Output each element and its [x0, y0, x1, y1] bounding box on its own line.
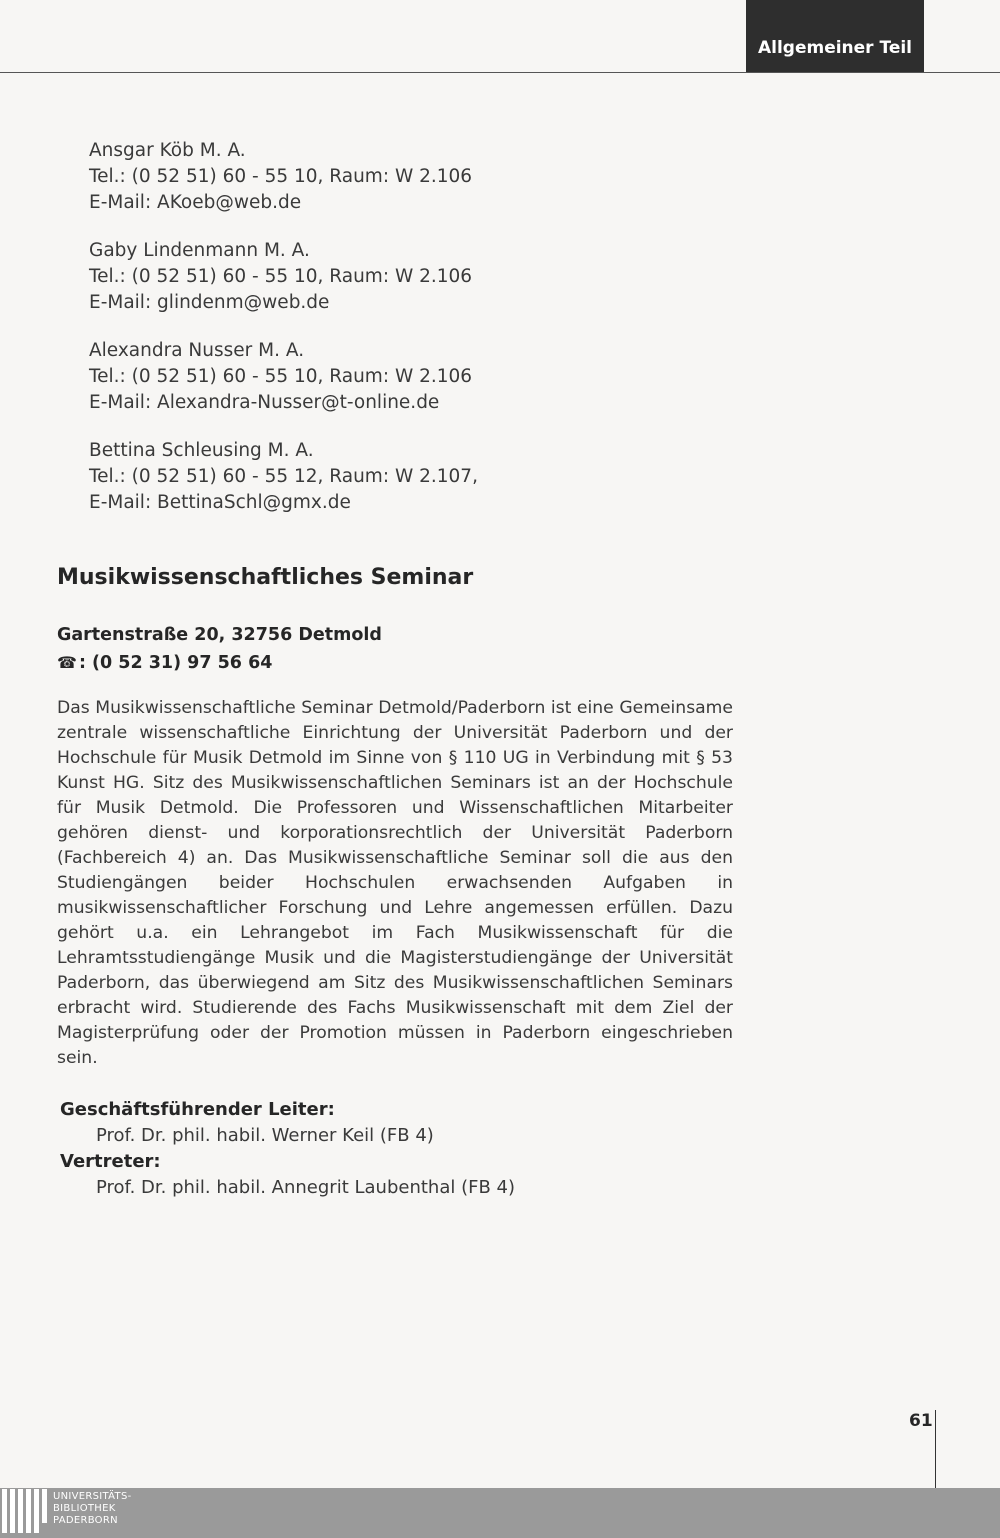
contact-tel: Tel.: (0 52 51) 60 - 55 10, Raum: W 2.106 — [89, 166, 473, 187]
contact-tel: Tel.: (0 52 51) 60 - 55 10, Raum: W 2.106 — [89, 266, 473, 287]
library-footer — [0, 1488, 1000, 1538]
address-block — [57, 622, 382, 677]
contact-email: E-Mail: BettinaSchl@gmx.de — [89, 492, 351, 513]
contact-email: E-Mail: Alexandra-Nusser@t-online.de — [89, 392, 440, 413]
library-name — [53, 1491, 132, 1527]
library-logo-icon — [0, 1489, 48, 1537]
contact-email: E-Mail: glindenm@web.de — [89, 292, 330, 313]
leader-label: Geschäftsführender Leiter: — [60, 1099, 335, 1120]
section-title: Musikwissenschaftliches Seminar — [57, 565, 474, 590]
contact-tel: Tel.: (0 52 51) 60 - 55 12, Raum: W 2.107, — [89, 466, 478, 487]
contact-entry — [89, 138, 478, 216]
section-tab-label: Allgemeiner Teil — [757, 38, 913, 58]
contact-email: E-Mail: AKoeb@web.de — [89, 192, 302, 213]
staff-block — [60, 1097, 515, 1201]
contact-list — [89, 138, 478, 538]
address: Gartenstraße 20, 32756 Detmold — [57, 625, 382, 645]
contact-entry — [89, 438, 478, 516]
contact-entry — [89, 338, 478, 416]
contact-name: Ansgar Köb M. A. — [89, 140, 246, 161]
contact-name: Gaby Lindenmann M. A. — [89, 240, 310, 261]
leader-name: Prof. Dr. phil. habil. Werner Keil (FB 4) — [96, 1125, 434, 1146]
deputy-name: Prof. Dr. phil. habil. Annegrit Laubenthal (FB 4) — [96, 1177, 515, 1198]
library-name-line: PADERBORN — [53, 1515, 118, 1526]
phone-number: : (0 52 31) 97 56 64 — [78, 653, 273, 673]
header-rule — [0, 72, 1000, 73]
page-number-rule — [935, 1410, 936, 1488]
phone-icon: ☎ — [57, 653, 77, 672]
contact-tel: Tel.: (0 52 51) 60 - 55 10, Raum: W 2.106 — [89, 366, 473, 387]
page-number: 61 — [909, 1411, 933, 1431]
library-name-line: BIBLIOTHEK — [53, 1503, 116, 1514]
section-tab — [746, 0, 924, 72]
seminar-description: Das Musikwissenschaftliche Seminar Detmold/Paderborn ist eine Gemeinsame zentrale wissenschaftliche Einrichtung der Universität Paderborn und der Hochschule für Musik Detmold im Sinne von § 110 UG in Verbindung mit § 53 Kunst HG. Sitz des Musikwissenschaftlichen Seminars ist an der Hochschule für Musik Detmold. Die Professoren und Wissenschaftlichen Mitarbeiter gehören dienst- und korporationsrechtlich der Universität Paderborn (Fachbereich 4) an. Das Musikwissenschaftliche Seminar soll die aus den Studiengängen beider Hochschulen erwachsenden Aufgaben in musikwissenschaftlicher Forschung und Lehre angemessen erfüllen. Dazu gehört u.a. ein Lehrangebot im Fach Musikwissenschaft für die Lehramtsstudiengänge Musik und die Magisterstudiengänge der Universität Paderborn, das überwiegend am Sitz des Musikwissenschaftlichen Seminars erbracht wird. Studierende des Fachs Musikwissenschaft mit dem Ziel der Magisterprüfung oder der Promotion müssen in Paderborn eingeschrieben sein. — [57, 698, 733, 1068]
library-name-line: UNIVERSITÄTS- — [53, 1491, 132, 1502]
contact-entry — [89, 238, 478, 316]
contact-name: Alexandra Nusser M. A. — [89, 340, 305, 361]
phone-line — [57, 649, 382, 677]
contact-name: Bettina Schleusing M. A. — [89, 440, 314, 461]
deputy-label: Vertreter: — [60, 1151, 161, 1172]
